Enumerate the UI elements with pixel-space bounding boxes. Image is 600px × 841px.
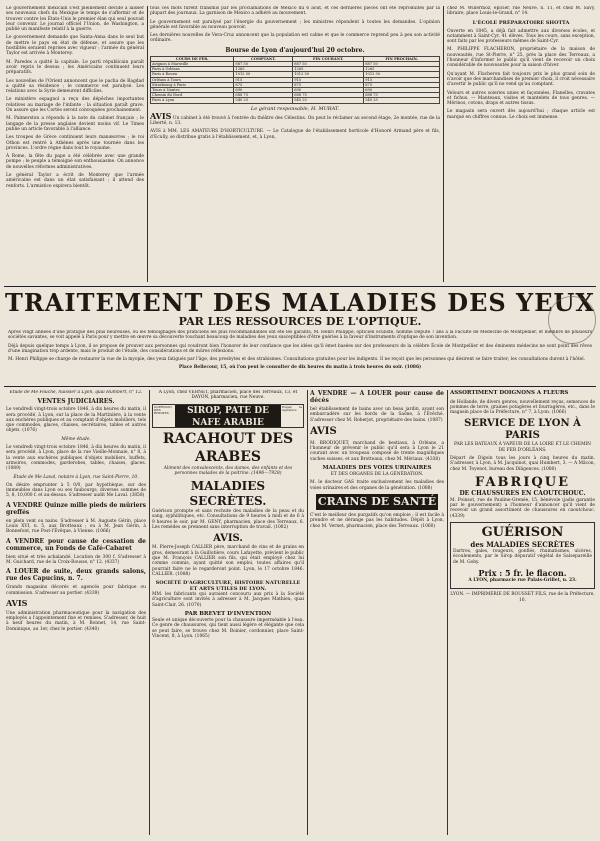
row-value: 887 50 bbox=[293, 61, 364, 66]
row-value: 690 bbox=[364, 88, 440, 93]
vernet-line: A Lyon, chez VERNET, pharmacien, place des Terreaux, 13, et DAYON, pharmacien, rue Neuve. bbox=[158, 390, 298, 401]
news-paragraph: Le gouvernement mexicain s'est pleinement décidé à laisser ses nouveaux chefs du Mexique le temps de s'affermir et de trouver contre les États-Unis le premier élan qui seul pouvait leur convenir. Le journal officiel l'Union, de Washington, a publié un manifeste relatif à la guerre. bbox=[6, 6, 144, 33]
column-divider bbox=[149, 390, 150, 835]
ad-heading: AVIS bbox=[6, 597, 28, 608]
ad-heading: A VENDRE — A LOUER pour cause de décès bbox=[310, 390, 444, 404]
voies-subheading: ET DES ORGANES DE LA GÉNÉRATION. bbox=[330, 472, 424, 478]
ad-heading: ASSORTIMENT DOIGNONS À FLEURS bbox=[450, 390, 569, 396]
avis-text: Un cabinet à été trouvé à l'entrée du théâtre des Célestins. On peut le réclamer au second étage, 2e montée, rue de la Liberté, n. 13. bbox=[150, 115, 440, 126]
ad-paragraph: bel établissement de bains avec un beau jardin, ayant son embarcadère sur les bords de la Saône, à l'Évêché. S'adresser chez M. Roberjot, propriétaire des bains. (1087) bbox=[310, 407, 444, 423]
table-header: COMPTANT. bbox=[234, 56, 293, 61]
ventes-heading: VENTES JUDICIAIRES. bbox=[37, 398, 115, 406]
ad-paragraph: Le vendredi vingt-trois octobre 1846, à dix heures du matin, il sera procédé, à Lyon, sur la place de la Martinière, à la vente aux enchères publiques et au comptant d'objets mobiliers, tels que commodes, glaces, chaises, secrétaires, tables et autres objets. (1076) bbox=[6, 407, 146, 434]
row-label: Tours à Nantes bbox=[151, 88, 234, 93]
table-header: FIN COURANT. bbox=[293, 56, 364, 61]
ad-heading: A LOUER de suite, deux grands salons, rue des Capucins, n. 7. bbox=[6, 568, 146, 583]
news-paragraph: tous ces mots furent transmis par les proclamations de Mexico du 6 août, et ces dernières pièces ont été reproduites par la plupart des journaux. La garnison de Mexico a adhéré au mouvement. bbox=[150, 6, 440, 17]
news-paragraph: M. Paredes a quitté la capitale. Le parti républicain paraît avoir repris le dessus ; les Américains continuent leurs préparatifs. bbox=[6, 59, 144, 76]
yeux-title: TRAITEMENT DES MALADIES DES YEUX bbox=[4, 288, 596, 317]
crains-title: CRAINS DE SANTÉ bbox=[317, 494, 437, 508]
column-divider bbox=[447, 390, 448, 835]
news-paragraph: Qu'ayant M. Flacheron fait toujours prix le plus grand soin de n'avoir que des marchandises de premier choix, il croit nécessaire d'avertir le public qu'il ne vend qu'au comptant. bbox=[447, 71, 595, 88]
service-subheading: PAR LES BATEAUX À VAPEUR DE LA LOIRE ET LE CHEMIN DE FER D'ORLÉANS. bbox=[453, 442, 592, 453]
yeux-paragraph: M. Henri Philippe se charge de restaurer la vue de la myopie, des yeux fatigués par l'âge, des presbytes et des strabismes. Consultations gratuites pour les indigents. Il ne reçoit que les personnes qui désirent se faire traiter; les consultations durent à l'hôtel. bbox=[8, 357, 585, 363]
brevet-body: Seule et unique découverte pour la chaussure imperméable à l'eau. Ce genre de chaussures, qui tient aussi légère et élégante que cela se peut faire, se trouve chez M. Boinier, cordonnier, place Saint-Vincent, 8, à Lyon. (1065) bbox=[152, 618, 304, 639]
guerison-heading: GUÉRISON bbox=[481, 525, 564, 541]
service-heading: SERVICE DE LYON À PARIS bbox=[464, 418, 581, 442]
row-value: 915 bbox=[364, 77, 440, 82]
fabrique-heading: FABRIQUE bbox=[475, 474, 570, 490]
row-label: Orléans à Tours bbox=[151, 77, 234, 82]
address-line: A LYON, pharmacie rue Palais-Grillet, n. 23. bbox=[468, 577, 577, 583]
racahout-title: RACAHOUT DES ARABES bbox=[162, 430, 294, 465]
row-label: Strasbourg à Paris bbox=[151, 82, 234, 87]
yeux-paragraph: Après vingt années d'une pratique des plus heureuses, où les témoignages des praticiens les plus recommandables ont été les garants, M. Henri Philippe, opticien oculiste, nommé Député 7 ans à la Faculté de Médecine de Montpellier, et membre de plusieurs sociétés savantes, se voit appelé à Paris pour y mettre en œuvre sa découverte touchant beaucoup de maladies des yeux susceptibles d'être guéries à la faveur d'instruments d'optique de son invention. bbox=[8, 330, 592, 341]
ad-paragraph: Le vendredi vingt-trois octobre 1846, à dix heures du matin, il sera procédé, à Lyon, place de la rue Vieille-Monnaie, n° 8, à la vente aux enchères publiques d'objets mobiliers, buffets, armoires, commodes, garderobes, tables, chaises, glaces. (1089) bbox=[6, 445, 146, 472]
row-value: 875 bbox=[234, 82, 293, 87]
row-value: 915 bbox=[234, 77, 293, 82]
row-value: 690 bbox=[234, 88, 293, 93]
sirop-right-label: Exiger la signature bbox=[282, 404, 302, 412]
voies-heading: MALADIES DES VOIES URINAIRES bbox=[322, 465, 432, 472]
yeux-address: Place Bellecour, 15, où l'on peut le consulter de dix heures du matin à trois heures du soir. (1086) bbox=[178, 365, 422, 371]
column-4-bottom bbox=[450, 390, 595, 835]
avis-notice bbox=[150, 110, 440, 127]
row-value: 915 bbox=[293, 77, 364, 82]
column-divider bbox=[443, 6, 444, 282]
fabrique-subheading: DE CHAUSSURES EN CAOUTCHOUC. bbox=[459, 489, 586, 497]
racahout-body: Aliment des convalescents, des dames, des enfants et des personnes malades de la poitrine. (1496—7928) bbox=[163, 465, 293, 476]
row-label: Chemin du Nord bbox=[151, 93, 234, 98]
news-paragraph: M. Palmerston a répondu à la note du cabinet français ; le langage de la presse anglaise devient moins vif. Le Times publie un article favorable à l'alliance. bbox=[6, 116, 144, 132]
section-rule bbox=[4, 386, 596, 387]
callier-notice: M. Pierre-Joseph CALLIER père, marchand de vins et de grains en gros, demeurant à la Guillotière, cours Lafayette, prévient le public que M. François CALLIER son fils, qui était employé chez lui comme commis, ayant quitté son emploi, toutes affaires qu'il pourrait faire ne le regarderont point. Lyon, le 17 octobre 1846. CALLIER. (1088) bbox=[152, 545, 304, 577]
row-value: 688 75 bbox=[364, 93, 440, 98]
row-value: 1012 50 bbox=[234, 72, 293, 77]
column-divider bbox=[147, 6, 148, 282]
row-value: 875 bbox=[364, 82, 440, 87]
societe-heading: SOCIÉTÉ D'AGRICULTURE, HISTOIRE NATURELLE ET ARTS UTILES DE LYON. bbox=[155, 580, 301, 593]
etude-line: Étude de Me Fouché, huissier à Lyon, quai Humbert, n° 12. bbox=[9, 390, 143, 395]
fabrique-body: M. Poinsot, rue de Pauline-Grenée, 15, bénévole (jadis garantie par le gouvernement) a l'honneur d'annoncer qu'il vient de recevoir un grand assortiment de chaussures en caoutchouc. (4339) bbox=[450, 497, 595, 519]
news-paragraph: chez M. Willermoz, épicier, rue Neuve, n. 11, et chez M. Savy, libraire, place Louis-le-Grand, n° 14. bbox=[447, 6, 595, 17]
ad-paragraph: On désire emprunter à 5 0/0, par hypothèque, sur des immeubles dans Lyon ou ses faubourgs, diverses sommes de 5, 8, 10,000 f. et au-dessus. S'adresser audit Me Laval. (3858) bbox=[6, 482, 146, 499]
news-paragraph: Ouverte en 1845, a déjà fait admettre aux diverses écoles, et notamment à Saint-Cyr, 41 élèves. Tous les cours, sans exception, sont faits par les professeurs mêmes de Saint-Cyr. bbox=[447, 28, 595, 45]
row-value: 1012 50 bbox=[364, 72, 440, 77]
ad-paragraph: M. BRODIQUET, marchand de bestiaux, à Orléans, a l'honneur de prévenir le public qu'il sera à Lyon le 21 courant avec un troupeau composé de trente magnifiques vaches suisses, et aux Brotteaux, chez M. Mériaux. (4338) bbox=[310, 440, 444, 462]
sirop-title: SIROP, PATE DE NAFE ARABIE bbox=[175, 405, 281, 428]
news-paragraph: À Rome, la fête du pape a été célébrée avec une grande pompe ; le peuple a témoigné son enthousiasme. On annonce de nouvelles réformes administratives. bbox=[6, 154, 144, 170]
row-label: Avignon à Marseille bbox=[151, 61, 234, 66]
ad-paragraph: en plein vent ou nains. S'adresser à M. Auguste Gérin, place Louis XVI, n. 5, aux Brotteaux ; ou à M. Jean Gérin, à Bonnefont, rue Post-l'Évêque, à Vienne. (1066) bbox=[6, 518, 146, 535]
column-divider bbox=[307, 390, 308, 835]
news-paragraph: Les dernières nouvelles de Vera-Cruz annoncent que la population est calme et que le commerce reprend peu à peu son activité ordinaire. bbox=[150, 33, 440, 44]
guerison-body: Dartres, gales, rougeurs, gonflés, rhumatismes, ulcères, écoulements, par le Sirop dépuratif végétal de Salsepareille de M. Goby. bbox=[453, 549, 592, 565]
row-label: Paris à Orléans bbox=[151, 67, 234, 72]
row-label: Paris à Lyon bbox=[151, 98, 234, 103]
news-paragraph: Le ministère espagnol a reçu des dépêches importantes relatives au mariage de l'infante ; la situation paraît grave. On assure que les Cortès seront convoquées prochainement. bbox=[6, 97, 144, 114]
yeux-subtitle: PAR LES RESSOURCES DE L'OPTIQUE. bbox=[178, 315, 422, 328]
row-value: 688 75 bbox=[293, 93, 364, 98]
bourse-table bbox=[150, 56, 440, 104]
news-paragraph: Les nouvelles de l'Orient annoncent que le pacha de Bagdad a quitté sa résidence ; le commerce est paralysé. Les relations avec la Syrie demeurent difficiles. bbox=[6, 78, 144, 95]
ad-heading: A VENDRE Quinze mille pieds de mûriers greffés bbox=[6, 501, 146, 516]
gerant-signature: Le gérant responsable, H. MURAT. bbox=[250, 105, 340, 112]
row-value: 887 50 bbox=[234, 61, 293, 66]
ad-paragraph: Une administration pharmaceutique pour la navigation des employés a l'appointement fixe et remises. S'adresser, de huit à neuf heures du matin, à M. Bonnet, 14, rue Saint-Dominique, au 1er, chez le portier. (4340) bbox=[6, 610, 146, 632]
avis-heading: AVIS bbox=[150, 110, 172, 121]
voies-body: M. le docteur GAS traite exclusivement les maladies des voies urinaires et des organes de la génération. (1088) bbox=[310, 480, 444, 491]
ad-paragraph: Grands magasins décorés et agencés pour fabrique ou commission. S'adresser au portier. (4339) bbox=[6, 585, 146, 596]
row-value: 1265 bbox=[293, 67, 364, 72]
avis-heading: AVIS. bbox=[213, 533, 243, 545]
horticulture-notice: AVIS à MM. LES AMATEURS D'HORTICULTURE. — Le Catalogue de l'établissement horticole d'Honoré Armand père et fils, d'Écully, se distribue gratis à l'établissement, et, à Lyon, bbox=[150, 129, 440, 140]
imprimerie-line: LYON. — IMPRIMERIE DE ROUSSET FILS, rue de la Préfecture, 10. bbox=[450, 592, 595, 603]
crains-body: C'est le meilleur des purgatifs qu'on emploie ; il est facile à prendre et ne dérange pas les habitudes. Dépôt à Lyon, chez M. Vernet, pharmacien, place des Terreaux. (1060) bbox=[310, 512, 444, 529]
column-1-bottom bbox=[6, 390, 146, 835]
news-paragraph: Le gouvernement est paralysé par l'énergie du gouvernement ; les ministres répondent à toutes les demandes. L'opinion générale est favorable au nouveau pouvoir. bbox=[150, 19, 440, 30]
price-line: Prix : 5 fr. le flacon. bbox=[478, 567, 567, 578]
brevet-heading: PAR BREVET D'INVENTION bbox=[184, 611, 272, 618]
ad-heading: A VENDRE pour cause de cessation de commerce, un Fonds de Café-Cabaret bbox=[6, 537, 146, 552]
column-2-bottom bbox=[152, 390, 304, 835]
table-header: COURS DE FER. bbox=[151, 56, 234, 61]
news-paragraph: Le général Taylor a écrit de Monterey que l'armée américaine est dans un état satisfaisant ; il attend des renforts. L'armistice expirera bientôt. bbox=[6, 173, 144, 189]
row-value: 1265 bbox=[234, 67, 293, 72]
ad-paragraph: de Hollande, de divers genres, nouvellement reçus, semences de pommes de terre, graines potagères et fourragères, etc., dans le magasin place de la Préfecture, n° 7, à Lyon. (1066) bbox=[450, 399, 595, 416]
sirop-left-label: GUÉRISON DES RHUMES bbox=[154, 404, 172, 416]
ad-paragraph: bien situé et très achalandé. Location de 300 f. S'adresser à M. Guichard, rue de la Croix-Rousse, n° 12. (4337) bbox=[6, 554, 146, 565]
table-row bbox=[151, 98, 440, 103]
news-paragraph: Le magasin sera ouvert dès aujourd'hui ; chaque article est marqué en chiffres connus. Le choix est immense. bbox=[447, 109, 595, 120]
yeux-body bbox=[8, 330, 592, 382]
yeux-paragraph: Déjà depuis quelque temps à Lyon, il se propose de prouver aux personnes qui voudront bien l'honorer de leur confiance que les idées qu'il émet basées sur des professeurs de la célèbre École de Montpellier et des éminents médecins ne sont point des rêves d'une imagination trop ardente, mais le produit de l'étude, des considérations et de mûres réflexions. bbox=[8, 343, 592, 354]
row-value: 1012 50 bbox=[293, 72, 364, 77]
row-value: 690 bbox=[293, 88, 364, 93]
sirop-ad bbox=[152, 404, 304, 428]
etude-line: Étude de Me Laval, notaire à Lyon, rue Saint-Pierre, 10. bbox=[13, 474, 139, 480]
row-value: 540 25 bbox=[234, 98, 293, 103]
table-header: FIN PROCHAIN. bbox=[364, 56, 440, 61]
column-1-top bbox=[6, 6, 144, 282]
column-2-top bbox=[150, 6, 440, 282]
news-paragraph: Velours et autres soieries unies et façonnées, Flanelles, cravates et fichus. — Manteaux, visites et mantelets de tous genres. — Mérinos, cotons, draps et autres tissus. bbox=[447, 90, 595, 107]
row-value: 887 50 bbox=[364, 61, 440, 66]
row-value: 540 25 bbox=[293, 98, 364, 103]
column-4-top bbox=[447, 6, 595, 282]
guerison-subheading: des MALADIES SECRÈTES bbox=[470, 540, 575, 550]
guerison-box bbox=[450, 522, 595, 589]
row-value: 540 25 bbox=[364, 98, 440, 103]
service-body: Départ de Digoin tous les jours à cinq heures du matin. S'adresser, à Lyon, à M. Jacquinot, quai Humbert, 3. — A Mâcon, chez M. Toyenot, bureau des Diligences. (1080) bbox=[450, 455, 595, 472]
section-rule bbox=[4, 286, 596, 287]
maladies-body: Guérison prompte et sans rechute des maladies de la peau et du sang, syphilitiques, etc. Consultations de 9 heures à midi et de 6 à 9 heures le soir, par M. GENY, pharmacien, place des Terreaux, 6. Les remèdes se prennent sans interruption de travail. (1082) bbox=[152, 509, 304, 531]
row-label: Paris à Rouen bbox=[151, 72, 234, 77]
news-paragraph: M. PHILIPPE FLACHERON, propriétaire de la maison de nouveautés, rue St-Pierre, n° 25, près la place des Terreaux, a l'honneur d'informer le public qu'il vient de recevoir un choix considérable de nouveautés pour la saison d'hiver. bbox=[447, 47, 595, 69]
column-3-bottom bbox=[310, 390, 444, 835]
bourse-title: Bourse de Lyon d'aujourd'hui 20 octobre. bbox=[225, 46, 365, 54]
ecole-heading: L'ÉCOLE PRÉPARATOIRE SHOTTA bbox=[472, 19, 570, 26]
maladies-title: MALADIES SECRÈTES. bbox=[189, 479, 267, 509]
row-value: 875 bbox=[293, 82, 364, 87]
news-paragraph: Le gouvernement demande que Santa-Anna dans le seul but de mettre le pays en état de défense, et assure que les hostilités seraient reprises avec vigueur ; l'armée du général Taylor est arrivée à Monterey. bbox=[6, 35, 144, 57]
ad-heading: AVIS bbox=[310, 425, 337, 437]
societe-body: MM. les fabricants qui auraient concouru aux prix à la Société d'agriculture sont invités à adresser à M. Jacques Mathieu, quai Saint-Clair, 26. (1070) bbox=[152, 592, 304, 608]
etude-line: Même étude. bbox=[61, 436, 91, 442]
news-paragraph: Les troupes de Grèce continuent leurs manœuvres ; le roi Othon est rentré à Athènes après une tournée dans les provinces. L'ordre règne dans tout le royaume. bbox=[6, 135, 144, 151]
row-value: 688 75 bbox=[234, 93, 293, 98]
row-value: 1265 bbox=[364, 67, 440, 72]
